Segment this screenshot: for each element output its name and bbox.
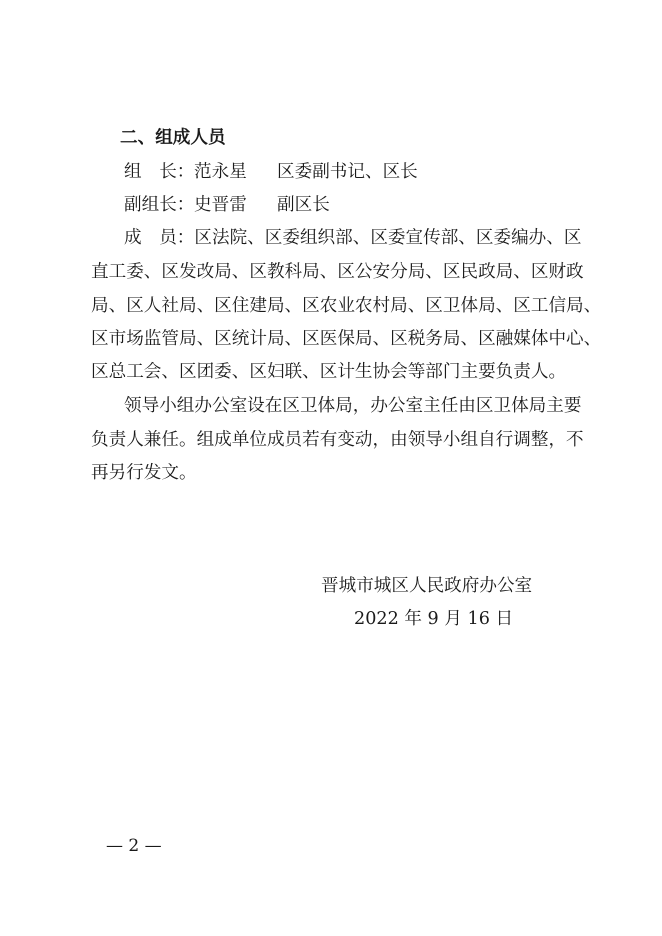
- office-line: 负责人兼任。组成单位成员若有变动，由领导小组自行调整，不: [91, 430, 584, 450]
- deputy-name: 史晋雷: [194, 195, 247, 215]
- members-line: 区总工会、区团委、区妇联、区计生协会等部门主要负责人。: [91, 362, 567, 382]
- leader-label: 组 长：: [124, 162, 195, 182]
- deputy-title: 副区长: [277, 195, 330, 215]
- members-line: 直工委、区发改局、区教科局、区公安分局、区民政局、区财政: [91, 262, 584, 282]
- members-line: 局、区人社局、区住建局、区农业农村局、区卫体局、区工信局、: [91, 296, 602, 316]
- members-line: 区市场监管局、区统计局、区医保局、区税务局、区融媒体中心、: [91, 329, 602, 349]
- section-title: 二、组成人员: [120, 128, 226, 148]
- signature-date: 2022 年 9 月 16 日: [354, 609, 514, 629]
- deputy-label: 副组长：: [124, 195, 195, 215]
- office-line: 领导小组办公室设在区卫体局，办公室主任由区卫体局主要: [124, 396, 582, 416]
- leader-title: 区委副书记、区长: [277, 162, 418, 182]
- page-number: — 2 —: [106, 836, 162, 856]
- office-line: 再另行发文。: [91, 463, 197, 483]
- leader-name: 范永星: [194, 162, 247, 182]
- signature-org: 晋城市城区人民政府办公室: [321, 576, 533, 596]
- members-line: 成 员：区法院、区委组织部、区委宣传部、区委编办、区: [124, 228, 582, 248]
